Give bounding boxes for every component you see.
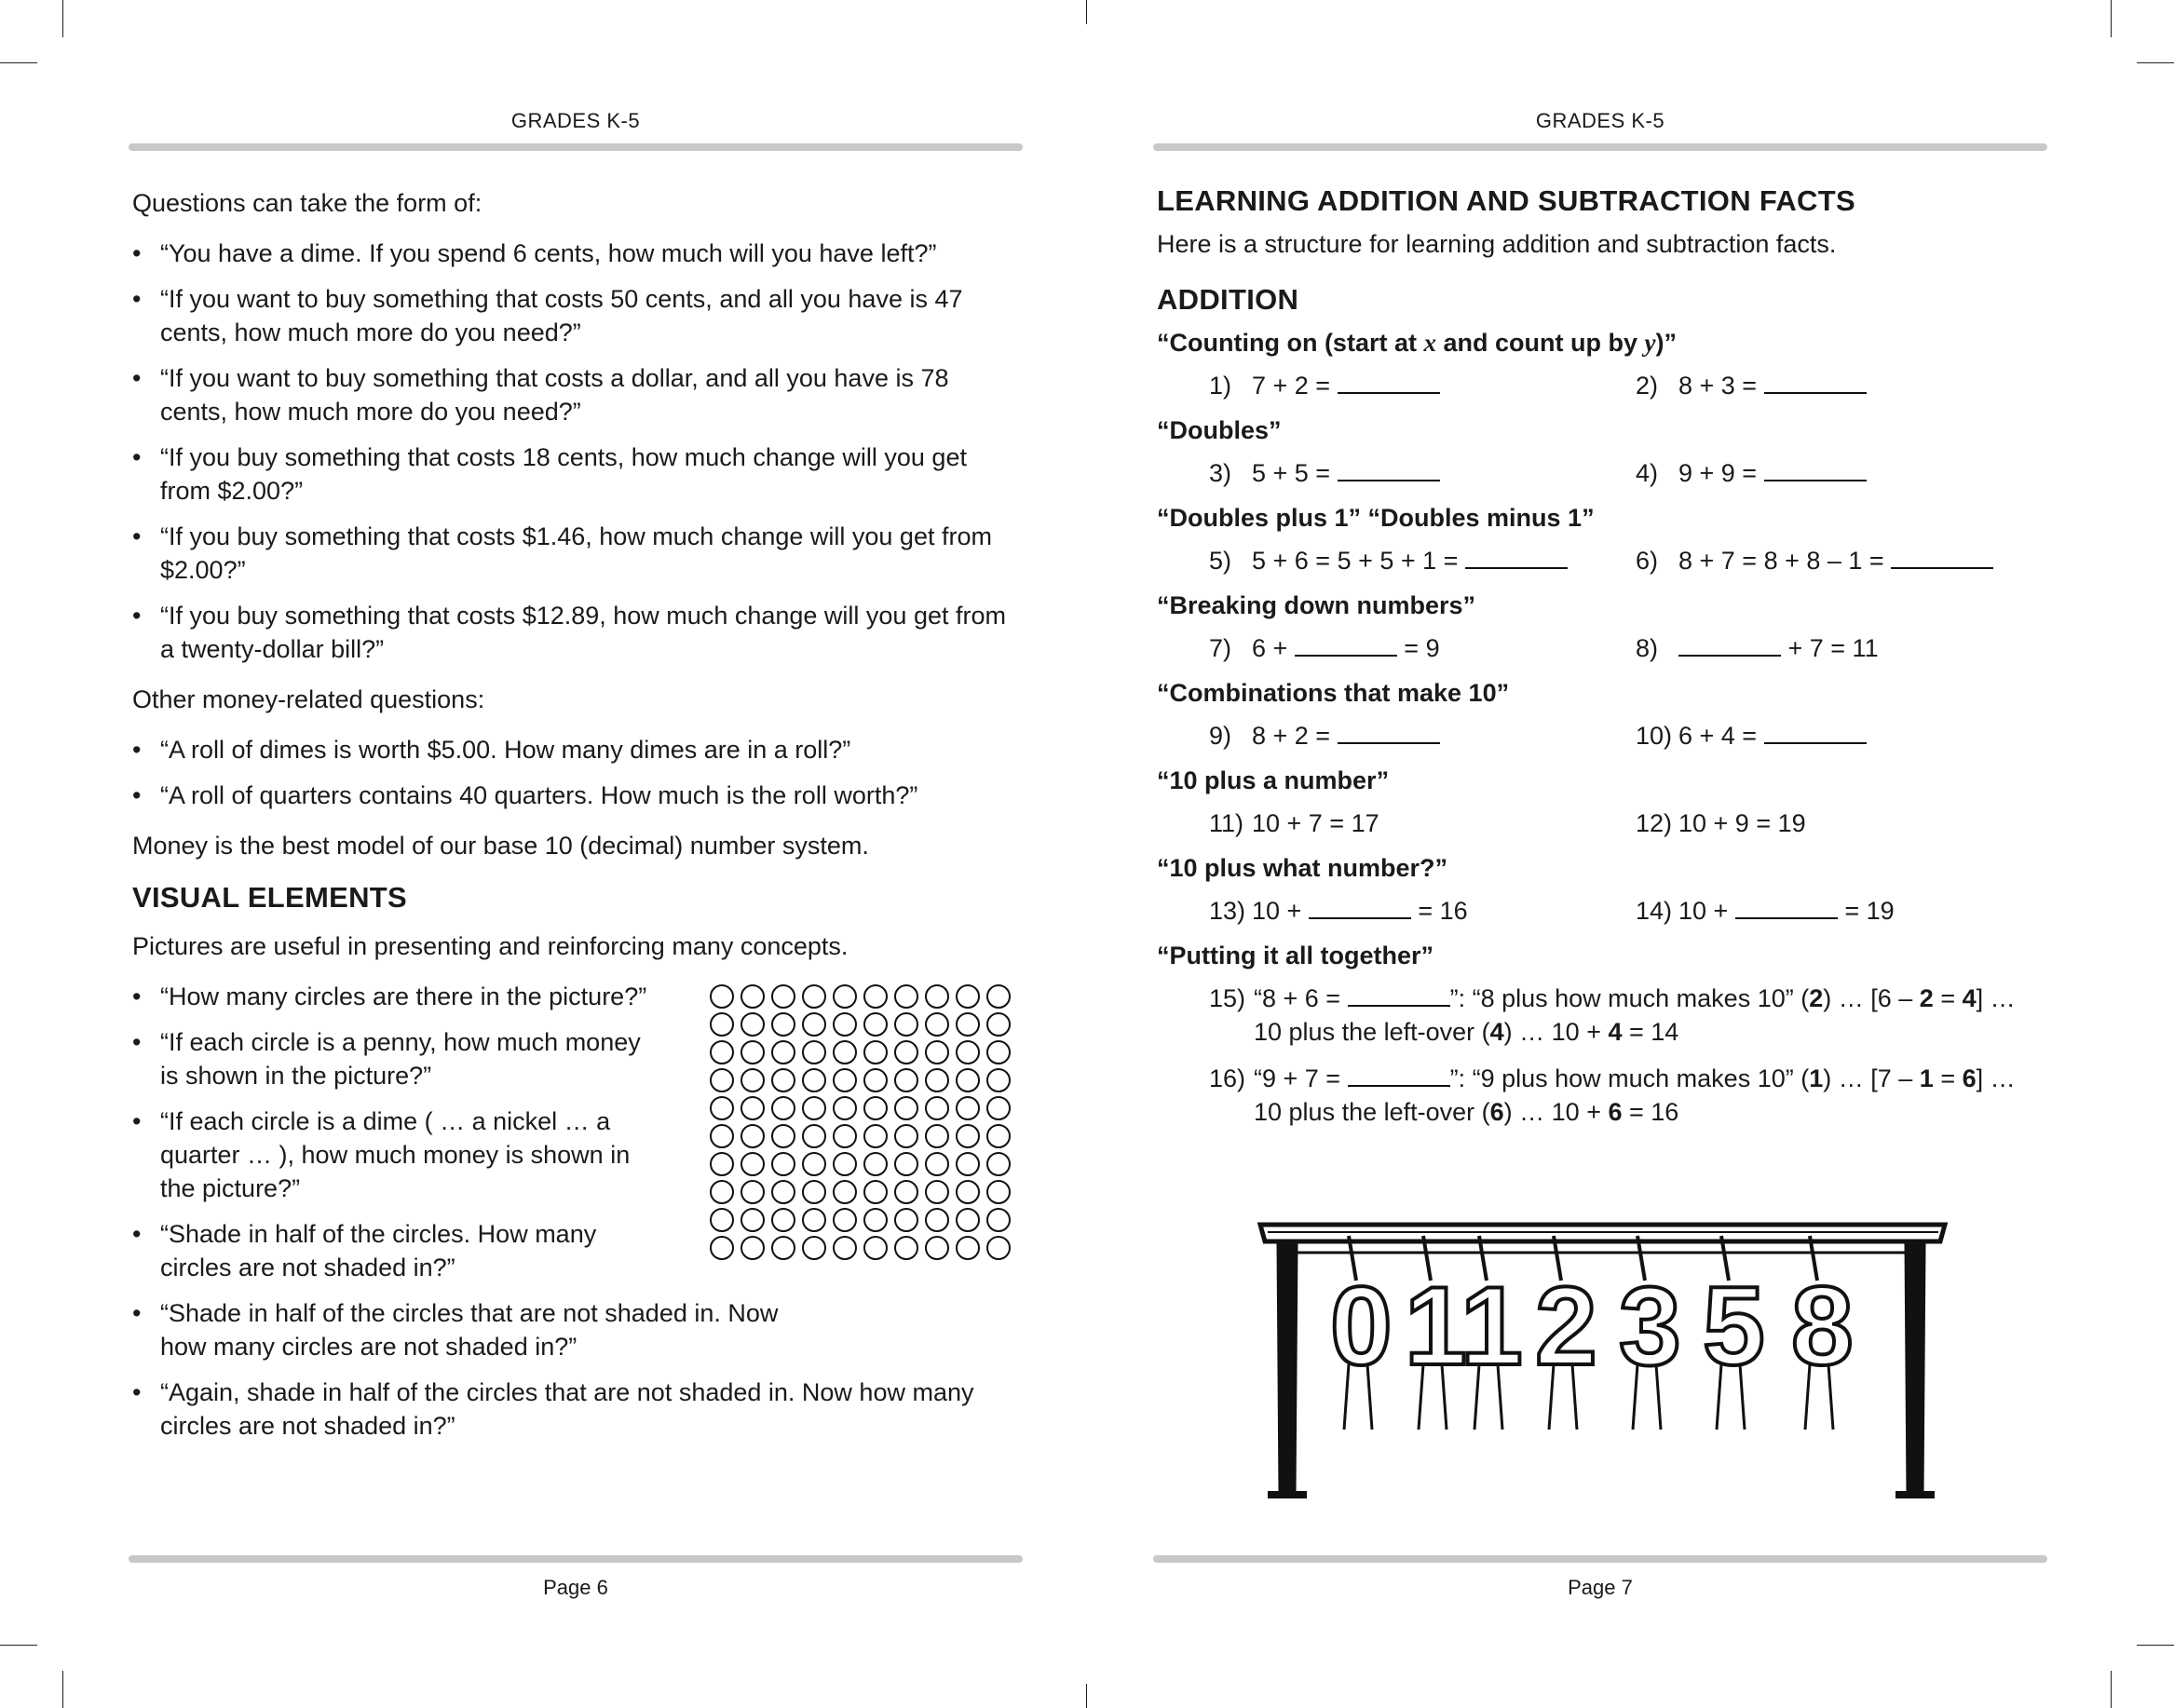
circle bbox=[833, 1096, 857, 1120]
crop-mark bbox=[0, 1645, 37, 1646]
problem-text: 5 + 6 = 5 + 5 + 1 = bbox=[1252, 547, 1465, 575]
other-questions-intro: Other money-related questions: bbox=[132, 685, 485, 713]
problem-line bbox=[1254, 1062, 2051, 1095]
variable: y bbox=[1644, 329, 1656, 357]
problem-row bbox=[1157, 894, 2051, 928]
answer-blank bbox=[1764, 370, 1867, 394]
problem bbox=[1209, 631, 1440, 665]
circle bbox=[710, 1124, 734, 1148]
problem bbox=[1636, 544, 1993, 577]
right-page bbox=[1153, 0, 2047, 1708]
problem-text: 10 plus the left-over ( bbox=[1254, 1098, 1490, 1126]
problem bbox=[1209, 369, 1440, 402]
problem-number: 12) bbox=[1636, 809, 1673, 837]
problem-line bbox=[1254, 1015, 2051, 1049]
problem-text: 10 + bbox=[1252, 897, 1309, 925]
circle bbox=[802, 1040, 826, 1064]
problem-number: 16) bbox=[1209, 1064, 1246, 1092]
crop-mark bbox=[2111, 1671, 2112, 1708]
circle bbox=[863, 1124, 888, 1148]
problem-text: ] … bbox=[1976, 1064, 2016, 1092]
circle bbox=[771, 1068, 795, 1092]
circle bbox=[802, 1180, 826, 1204]
problem bbox=[1209, 719, 1440, 752]
answer-blank bbox=[1764, 720, 1867, 744]
putting-together-problems bbox=[1157, 982, 2051, 1129]
other-question-list bbox=[132, 733, 1017, 812]
circle bbox=[956, 1180, 980, 1204]
problem-number: 7) bbox=[1209, 634, 1232, 662]
problem-text: 8 + 7 = 8 + 8 – 1 = bbox=[1678, 547, 1892, 575]
circle bbox=[894, 1012, 918, 1037]
variable: x bbox=[1423, 329, 1436, 357]
svg-text:0: 0 bbox=[1330, 1264, 1393, 1389]
monkey-bar-digits-illustration bbox=[1242, 1215, 1968, 1513]
section-title: “Combinations that make 10” bbox=[1157, 679, 1510, 707]
circle bbox=[925, 1040, 949, 1064]
circle bbox=[925, 1152, 949, 1176]
running-head: GRADES K-5 bbox=[510, 109, 641, 132]
svg-text:2: 2 bbox=[1535, 1264, 1597, 1389]
svg-text:8: 8 bbox=[1791, 1264, 1854, 1389]
bold-number: 6 bbox=[1962, 1064, 1977, 1092]
problem-text: ) … [7 – bbox=[1823, 1064, 1920, 1092]
problem-text: = 16 bbox=[1410, 897, 1468, 925]
circle bbox=[833, 1152, 857, 1176]
problem-text: “9 + 7 = bbox=[1254, 1064, 1348, 1092]
circle bbox=[802, 1012, 826, 1037]
circle-grid bbox=[708, 983, 1015, 1263]
problem bbox=[1636, 631, 1879, 665]
footer-rule bbox=[129, 1555, 1023, 1563]
problem-number: 9) bbox=[1209, 722, 1232, 750]
circle bbox=[894, 1180, 918, 1204]
circle bbox=[741, 1096, 765, 1120]
circle bbox=[833, 1180, 857, 1204]
long-problem bbox=[1157, 982, 2051, 1049]
circle bbox=[771, 1152, 795, 1176]
hanging-digit bbox=[1535, 1236, 1597, 1430]
circle bbox=[956, 1208, 980, 1232]
problem-text: 10 + 9 = 19 bbox=[1678, 809, 1806, 837]
problem-text: 10 + 7 = 17 bbox=[1252, 809, 1379, 837]
circle bbox=[710, 1040, 734, 1064]
circle bbox=[986, 1068, 1011, 1092]
list-item: • “A roll of quarters contains 40 quarters. How much is the roll worth?” bbox=[132, 779, 1017, 812]
problem-text: 8 + 3 = bbox=[1678, 372, 1764, 400]
addition-sections bbox=[1157, 326, 2051, 928]
long-problem bbox=[1157, 1062, 2051, 1129]
crop-mark bbox=[0, 62, 37, 63]
section-title: “Breaking down numbers” bbox=[1157, 591, 1476, 619]
circle bbox=[894, 1152, 918, 1176]
circle bbox=[894, 1096, 918, 1120]
answer-blank bbox=[1338, 457, 1440, 481]
problem-row bbox=[1157, 369, 2051, 402]
section-title: “10 plus a number” bbox=[1157, 766, 1390, 794]
circle bbox=[956, 984, 980, 1009]
page-title: LEARNING ADDITION AND SUBTRACTION FACTS bbox=[1157, 184, 1855, 217]
circle bbox=[986, 1236, 1011, 1260]
circle bbox=[741, 984, 765, 1009]
problem-line bbox=[1254, 982, 2051, 1015]
circle bbox=[986, 1180, 1011, 1204]
problem-text: 6 + bbox=[1252, 634, 1295, 662]
problem-number: 4) bbox=[1636, 459, 1659, 487]
bold-number: 2 bbox=[1919, 984, 1934, 1012]
circle bbox=[710, 1096, 734, 1120]
circle bbox=[802, 1208, 826, 1232]
list-item: • “If you buy something that costs $12.89, how much change will you get from a twenty-dollar bill?” bbox=[132, 599, 1017, 666]
hanging-digit bbox=[1703, 1236, 1765, 1430]
section-title bbox=[1157, 326, 2051, 359]
circle bbox=[741, 1152, 765, 1176]
problem-number: 8) bbox=[1636, 634, 1659, 662]
page-number: Page 6 bbox=[543, 1576, 608, 1599]
circle bbox=[894, 1124, 918, 1148]
problem-text: 10 + bbox=[1678, 897, 1735, 925]
bold-number: 4 bbox=[1962, 984, 1977, 1012]
circle bbox=[771, 1236, 795, 1260]
hanging-digit bbox=[1461, 1236, 1523, 1430]
circle bbox=[986, 984, 1011, 1009]
problem-text: ”: “8 plus how much makes 10” ( bbox=[1449, 984, 1810, 1012]
left-page bbox=[129, 0, 1023, 1708]
answer-blank bbox=[1735, 895, 1838, 919]
crop-mark bbox=[2111, 0, 2112, 37]
problem bbox=[1636, 807, 1806, 840]
circle bbox=[741, 1124, 765, 1148]
circle bbox=[894, 1208, 918, 1232]
circle bbox=[710, 1152, 734, 1176]
bold-number: 1 bbox=[1919, 1064, 1934, 1092]
circle bbox=[894, 1236, 918, 1260]
circle bbox=[771, 1040, 795, 1064]
visual-questions-block bbox=[132, 980, 1017, 1443]
circle bbox=[986, 1208, 1011, 1232]
circle bbox=[833, 1012, 857, 1037]
section-title: “Doubles plus 1” “Doubles minus 1” bbox=[1157, 504, 1595, 532]
problem-number: 2) bbox=[1636, 372, 1659, 400]
problem-text: = 19 bbox=[1837, 897, 1895, 925]
problem-number: 6) bbox=[1636, 547, 1659, 575]
circle bbox=[741, 1068, 765, 1092]
crop-mark bbox=[62, 0, 63, 37]
circle bbox=[956, 1096, 980, 1120]
svg-text:1: 1 bbox=[1461, 1264, 1523, 1389]
problem-number: 10) bbox=[1636, 722, 1673, 750]
circle bbox=[741, 1012, 765, 1037]
circle bbox=[956, 1152, 980, 1176]
circle bbox=[741, 1040, 765, 1064]
list-item: • “You have a dime. If you spend 6 cents, how much will you have left?” bbox=[132, 237, 1017, 270]
circle bbox=[771, 1096, 795, 1120]
circle bbox=[863, 1068, 888, 1092]
problem-text: = bbox=[1933, 984, 1963, 1012]
problem bbox=[1636, 719, 1867, 752]
circle bbox=[833, 1208, 857, 1232]
circle bbox=[771, 1124, 795, 1148]
circle bbox=[986, 1040, 1011, 1064]
running-head: GRADES K-5 bbox=[1535, 109, 1665, 132]
circle bbox=[771, 1180, 795, 1204]
problem-row bbox=[1157, 544, 2051, 577]
circle bbox=[710, 1012, 734, 1037]
circle bbox=[863, 1040, 888, 1064]
circle bbox=[956, 1040, 980, 1064]
circle bbox=[925, 1180, 949, 1204]
problem-text: 6 + 4 = bbox=[1678, 722, 1764, 750]
crop-mark bbox=[62, 1671, 63, 1708]
circle bbox=[986, 1096, 1011, 1120]
list-item: • “If you buy something that costs 18 cents, how much change will you get from $2.00?” bbox=[132, 441, 1017, 508]
problem bbox=[1636, 894, 1895, 928]
visual-intro: Pictures are useful in presenting and reinforcing many concepts. bbox=[132, 932, 849, 960]
answer-blank bbox=[1338, 370, 1440, 394]
circle bbox=[894, 984, 918, 1009]
problem-row bbox=[1157, 456, 2051, 490]
problem bbox=[1209, 544, 1568, 577]
circle bbox=[802, 1152, 826, 1176]
section-title: “Putting it all together” bbox=[1157, 942, 1433, 969]
bold-number: 1 bbox=[1809, 1064, 1824, 1092]
circle bbox=[925, 1236, 949, 1260]
section-title: “10 plus what number?” bbox=[1157, 854, 1448, 882]
answer-blank bbox=[1295, 632, 1397, 657]
problem-text: 9 + 9 = bbox=[1678, 459, 1764, 487]
list-item: • “Again, shade in half of the circles that are not shaded in. Now how many circles are not shaded in?” bbox=[132, 1376, 1017, 1443]
circle bbox=[833, 1040, 857, 1064]
problem bbox=[1209, 807, 1379, 840]
problem-text: ) … 10 + bbox=[1503, 1098, 1609, 1126]
circle bbox=[710, 1236, 734, 1260]
circle bbox=[956, 1068, 980, 1092]
crop-mark bbox=[1086, 1684, 1087, 1708]
circle bbox=[925, 1068, 949, 1092]
answer-blank bbox=[1309, 895, 1411, 919]
answer-blank bbox=[1764, 457, 1867, 481]
circle bbox=[925, 1096, 949, 1120]
problem-number: 15) bbox=[1209, 984, 1246, 1012]
circle bbox=[925, 1012, 949, 1037]
circle bbox=[833, 1124, 857, 1148]
circle bbox=[986, 1012, 1011, 1037]
circle bbox=[833, 1236, 857, 1260]
problem-text: 8 + 2 = bbox=[1252, 722, 1338, 750]
section-title: “Doubles” bbox=[1157, 416, 1282, 444]
problem-text: = 16 bbox=[1622, 1098, 1679, 1126]
circle bbox=[956, 1236, 980, 1260]
circle bbox=[802, 1124, 826, 1148]
list-item: • “Shade in half of the circles that are not shaded in. Now how many circles are not shaded in?” bbox=[132, 1296, 794, 1363]
problem-text: 7 + 2 = bbox=[1252, 372, 1338, 400]
problem-number: 11) bbox=[1209, 809, 1244, 837]
circle bbox=[986, 1124, 1011, 1148]
crop-mark bbox=[1086, 0, 1087, 24]
circle bbox=[802, 984, 826, 1009]
answer-blank bbox=[1348, 983, 1450, 1007]
money-question-list bbox=[132, 237, 1017, 666]
problem-text: 5 + 5 = bbox=[1252, 459, 1338, 487]
problem-text: = 14 bbox=[1622, 1018, 1679, 1046]
svg-text:3: 3 bbox=[1619, 1264, 1681, 1389]
circle bbox=[894, 1040, 918, 1064]
answer-blank bbox=[1338, 720, 1440, 744]
list-item: • “How many circles are there in the picture?” bbox=[132, 980, 682, 1013]
header-rule bbox=[129, 143, 1023, 151]
bold-number: 4 bbox=[1608, 1018, 1623, 1046]
problem-text: 10 plus the left-over ( bbox=[1254, 1018, 1490, 1046]
circle bbox=[925, 1208, 949, 1232]
problem-text: ) … [6 – bbox=[1823, 984, 1920, 1012]
circle bbox=[802, 1236, 826, 1260]
problem bbox=[1209, 456, 1440, 490]
visual-elements-heading: VISUAL ELEMENTS bbox=[132, 881, 408, 914]
circle bbox=[863, 1180, 888, 1204]
bold-number: 4 bbox=[1489, 1018, 1504, 1046]
circle bbox=[986, 1152, 1011, 1176]
problem-text: + 7 = 11 bbox=[1781, 634, 1879, 662]
money-note: Money is the best model of our base 10 (decimal) number system. bbox=[132, 832, 869, 860]
problem-number: 5) bbox=[1209, 547, 1232, 575]
title-text: “Counting on (start at bbox=[1157, 329, 1424, 357]
circle bbox=[710, 1180, 734, 1204]
circle bbox=[894, 1068, 918, 1092]
crop-mark bbox=[2137, 1645, 2174, 1646]
circle bbox=[956, 1012, 980, 1037]
hanging-digit bbox=[1405, 1236, 1467, 1430]
circle bbox=[833, 984, 857, 1009]
circle bbox=[833, 1068, 857, 1092]
page-number: Page 7 bbox=[1568, 1576, 1633, 1599]
circle bbox=[710, 1208, 734, 1232]
circle bbox=[710, 1068, 734, 1092]
right-page-body bbox=[1157, 184, 2051, 1142]
circle bbox=[771, 1012, 795, 1037]
addition-heading: ADDITION bbox=[1157, 283, 1299, 316]
problem-text: = 9 bbox=[1396, 634, 1440, 662]
bold-number: 6 bbox=[1608, 1098, 1623, 1126]
problem-text: ”: “9 plus how much makes 10” ( bbox=[1449, 1064, 1810, 1092]
title-text: and count up by bbox=[1435, 329, 1645, 357]
list-item: • “If you buy something that costs $1.46, how much change will you get from $2.00?” bbox=[132, 520, 1017, 587]
circle bbox=[802, 1096, 826, 1120]
problem-row bbox=[1157, 719, 2051, 752]
problem-row bbox=[1157, 807, 2051, 840]
answer-blank bbox=[1465, 545, 1568, 569]
svg-text:5: 5 bbox=[1703, 1264, 1765, 1389]
answer-blank bbox=[1891, 545, 1993, 569]
list-item: • “If each circle is a penny, how much money is shown in the picture?” bbox=[132, 1025, 663, 1092]
circle bbox=[771, 1208, 795, 1232]
circle bbox=[863, 1096, 888, 1120]
left-page-body bbox=[132, 186, 1017, 1459]
list-item: • “Shade in half of the circles. How many circles are not shaded in?” bbox=[132, 1217, 626, 1284]
problem bbox=[1209, 894, 1468, 928]
problem-row bbox=[1157, 631, 2051, 665]
circle bbox=[741, 1180, 765, 1204]
circle bbox=[925, 984, 949, 1009]
list-item: • “If you want to buy something that costs 50 cents, and all you have is 47 cents, how much more do you need?” bbox=[132, 282, 1017, 349]
circle bbox=[956, 1124, 980, 1148]
problem-number: 1) bbox=[1209, 372, 1232, 400]
bold-number: 2 bbox=[1809, 984, 1824, 1012]
circle bbox=[863, 1152, 888, 1176]
hanging-digit bbox=[1330, 1236, 1393, 1430]
circle bbox=[863, 1208, 888, 1232]
answer-blank bbox=[1348, 1063, 1450, 1087]
answer-blank bbox=[1678, 632, 1781, 657]
circle bbox=[741, 1236, 765, 1260]
problem bbox=[1636, 369, 1867, 402]
circle bbox=[771, 984, 795, 1009]
list-item: • “If you want to buy something that costs a dollar, and all you have is 78 cents, how much more do you need?” bbox=[132, 361, 1017, 428]
problem-text: ) … 10 + bbox=[1503, 1018, 1609, 1046]
circle bbox=[925, 1124, 949, 1148]
problem-text: = bbox=[1933, 1064, 1963, 1092]
problem-number: 3) bbox=[1209, 459, 1232, 487]
crop-mark bbox=[2137, 62, 2174, 63]
hanging-digit bbox=[1791, 1236, 1854, 1430]
problem bbox=[1636, 456, 1867, 490]
problem-number: 13) bbox=[1209, 897, 1246, 925]
circle bbox=[863, 984, 888, 1009]
structure-intro: Here is a structure for learning addition and subtraction facts. bbox=[1157, 230, 1837, 258]
problem-line bbox=[1254, 1095, 2051, 1129]
problem-text: ] … bbox=[1976, 984, 2016, 1012]
problem-number: 14) bbox=[1636, 897, 1673, 925]
hanging-digit bbox=[1619, 1236, 1681, 1430]
circle bbox=[741, 1208, 765, 1232]
list-item: • “A roll of dimes is worth $5.00. How many dimes are in a roll?” bbox=[132, 733, 1017, 766]
svg-text:1: 1 bbox=[1405, 1264, 1467, 1389]
circle bbox=[802, 1068, 826, 1092]
bold-number: 6 bbox=[1489, 1098, 1504, 1126]
title-text: )” bbox=[1655, 329, 1677, 357]
circle bbox=[863, 1236, 888, 1260]
header-rule bbox=[1153, 143, 2047, 151]
circle bbox=[710, 984, 734, 1009]
footer-rule bbox=[1153, 1555, 2047, 1563]
problem-text: “8 + 6 = bbox=[1254, 984, 1348, 1012]
circle bbox=[863, 1012, 888, 1037]
questions-intro: Questions can take the form of: bbox=[132, 189, 482, 217]
visual-question-list-wide bbox=[132, 1296, 1017, 1443]
list-item: • “If each circle is a dime ( … a nickel … a quarter … ), how much money is shown in the picture?” bbox=[132, 1105, 645, 1205]
